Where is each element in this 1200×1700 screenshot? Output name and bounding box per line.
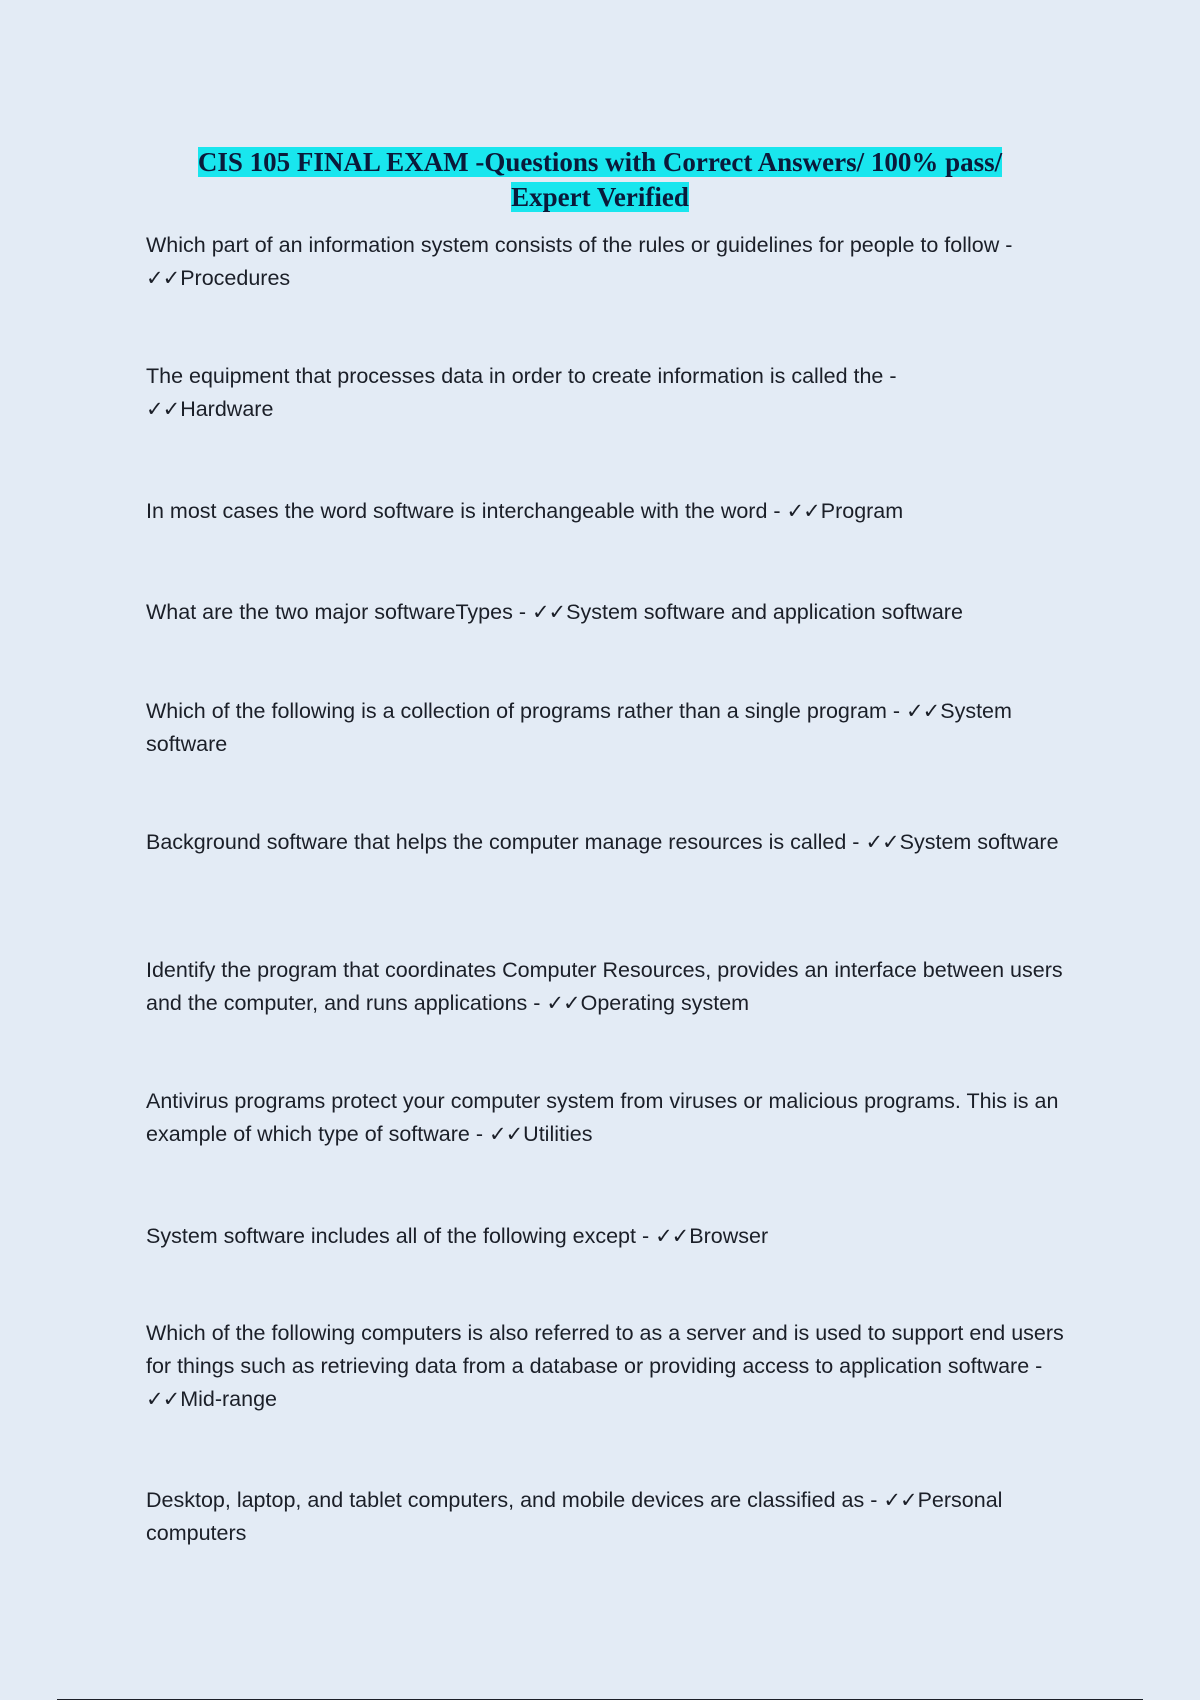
answer-text: System software and application software — [566, 600, 963, 624]
question-text: Antivirus programs protect your computer system from viruses or malicious programs. This is an example of which type of software — [146, 1089, 1059, 1146]
answer-text: Personal computers — [146, 1488, 1003, 1545]
double-check-icon: ✓✓ — [146, 266, 180, 290]
double-check-icon: ✓✓ — [865, 830, 899, 854]
question-text: What are the two major softwareTypes — [146, 600, 513, 624]
title-line-2: Expert Verified — [511, 182, 689, 212]
question-text: The equipment that processes data in order to create information is called the — [146, 364, 884, 388]
double-check-icon: ✓✓ — [883, 1488, 917, 1512]
answer-text: System software — [146, 699, 1012, 756]
answer-text: System software — [899, 830, 1059, 854]
double-check-icon: ✓✓ — [488, 1122, 523, 1146]
answer-text: Utilities — [523, 1122, 593, 1146]
qa-item-4: What are the two major softwareTypes - ✓✓System software and application software — [146, 600, 963, 624]
qa-item-8: Antivirus programs protect your computer system from viruses or malicious programs. This is an example of which type of software - ✓✓Utilities — [146, 1089, 1059, 1146]
qa-item-2: The equipment that processes data in order to create information is called the - ✓✓Hardware — [146, 364, 897, 421]
answer-text: Operating system — [580, 991, 750, 1015]
answer-text: Hardware — [180, 397, 274, 421]
double-check-icon: ✓✓ — [546, 991, 580, 1015]
question-text: Identify the program that coordinates Computer Resources, provides an interface between users and the computer, and runs applications — [146, 958, 1063, 1015]
answer-text: Mid-range — [180, 1387, 277, 1411]
double-check-icon: ✓✓ — [786, 499, 820, 523]
qa-item-7: Identify the program that coordinates Computer Resources, provides an interface between users and the computer, and runs applications - ✓✓Operating system — [146, 958, 1063, 1015]
qa-item-9: System software includes all of the following except - ✓✓Browser — [146, 1224, 769, 1248]
page-title — [100, 145, 1100, 215]
qa-item-11: Desktop, laptop, and tablet computers, and mobile devices are classified as - ✓✓Personal computers — [146, 1488, 1003, 1545]
question-text: Which of the following computers is also referred to as a server and is used to support end users for things such as retrieving data from a database or providing access to application software — [146, 1321, 1064, 1378]
double-check-icon: ✓✓ — [906, 699, 940, 723]
qa-item-5: Which of the following is a collection of programs rather than a single program - ✓✓System software — [146, 699, 1012, 756]
double-check-icon: ✓✓ — [531, 600, 566, 624]
question-text: Which part of an information system consists of the rules or guidelines for people to follow — [146, 233, 1000, 257]
answer-text: Browser — [689, 1224, 769, 1248]
qa-item-6: Background software that helps the computer manage resources is called - ✓✓System software — [146, 830, 1059, 854]
qa-item-10: Which of the following computers is also referred to as a server and is used to support end users for things such as retrieving data from a database or providing access to application software - ✓✓Mid-range — [146, 1321, 1064, 1411]
question-text: Which of the following is a collection of programs rather than a single program — [146, 699, 887, 723]
question-text: System software includes all of the following except — [146, 1224, 636, 1248]
answer-text: Procedures — [180, 266, 291, 290]
qa-item-3: In most cases the word software is interchangeable with the word - ✓✓Program — [146, 499, 904, 523]
question-text: Desktop, laptop, and tablet computers, and mobile devices are classified as — [146, 1488, 865, 1512]
double-check-icon: ✓✓ — [146, 1387, 180, 1411]
double-check-icon: ✓✓ — [655, 1224, 689, 1248]
question-text: Background software that helps the computer manage resources is called — [146, 830, 847, 854]
title-line-1: CIS 105 FINAL EXAM -Questions with Correct Answers/ 100% pass/ — [197, 147, 1003, 177]
double-check-icon: ✓✓ — [146, 397, 180, 421]
answer-text: Program — [820, 499, 904, 523]
question-text: In most cases the word software is interchangeable with the word — [146, 499, 768, 523]
qa-item-1: Which part of an information system consists of the rules or guidelines for people to follow - ✓✓Procedures — [146, 233, 1013, 290]
